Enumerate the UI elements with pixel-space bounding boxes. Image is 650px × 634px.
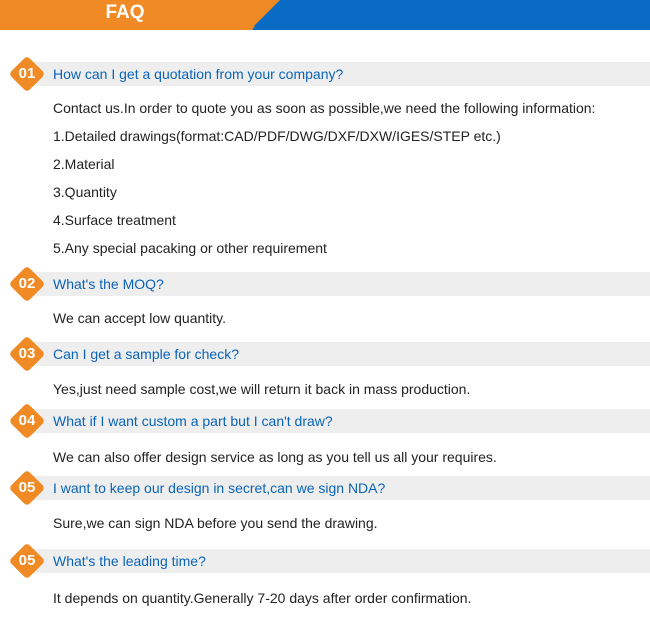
answer-line: Sure,we can sign NDA before you send the drawing.	[53, 515, 378, 531]
question-text: What's the leading time?	[53, 553, 206, 569]
answer-line: Yes,just need sample cost,we will return it back in mass production.	[53, 381, 471, 397]
badge-number: 05	[18, 479, 36, 496]
badge-number: 02	[18, 275, 36, 292]
answer-line: We can accept low quantity.	[53, 310, 227, 326]
number-badge	[9, 336, 45, 372]
number-badge	[9, 470, 45, 506]
faq-header	[0, 0, 650, 30]
question-text: I want to keep our design in secret,can we sign NDA?	[53, 480, 386, 496]
answer-line: 3.Quantity	[53, 184, 117, 200]
answer-line: 4.Surface treatment	[53, 212, 176, 228]
answer-line: 5.Any special pacaking or other requirement	[53, 240, 327, 256]
faq-title: FAQ	[105, 2, 145, 23]
answer-line: Contact us.In order to quote you as soon as possible,we need the following information:	[53, 100, 596, 116]
answer-line: 1.Detailed drawings(format:CAD/PDF/DWG/DXF/DXW/IGES/STEP etc.)	[53, 128, 501, 144]
badge-number: 05	[18, 552, 36, 569]
answer-line: It depends on quantity.Generally 7-20 days after order confirmation.	[53, 590, 472, 606]
badge-number: 01	[18, 65, 36, 82]
question-text: Can I get a sample for check?	[53, 346, 239, 362]
question-text: What if I want custom a part but I can't draw?	[53, 413, 333, 429]
question-text: How can I get a quotation from your company?	[53, 66, 344, 82]
number-badge	[9, 56, 45, 92]
badge-number: 03	[18, 345, 36, 362]
question-text: What's the MOQ?	[53, 276, 164, 292]
number-badge	[9, 403, 45, 439]
badge-number: 04	[18, 412, 36, 429]
answer-line: 2.Material	[53, 156, 115, 172]
answer-line: We can also offer design service as long as you tell us all your requires.	[53, 449, 497, 465]
number-badge	[9, 543, 45, 579]
number-badge	[9, 266, 45, 302]
